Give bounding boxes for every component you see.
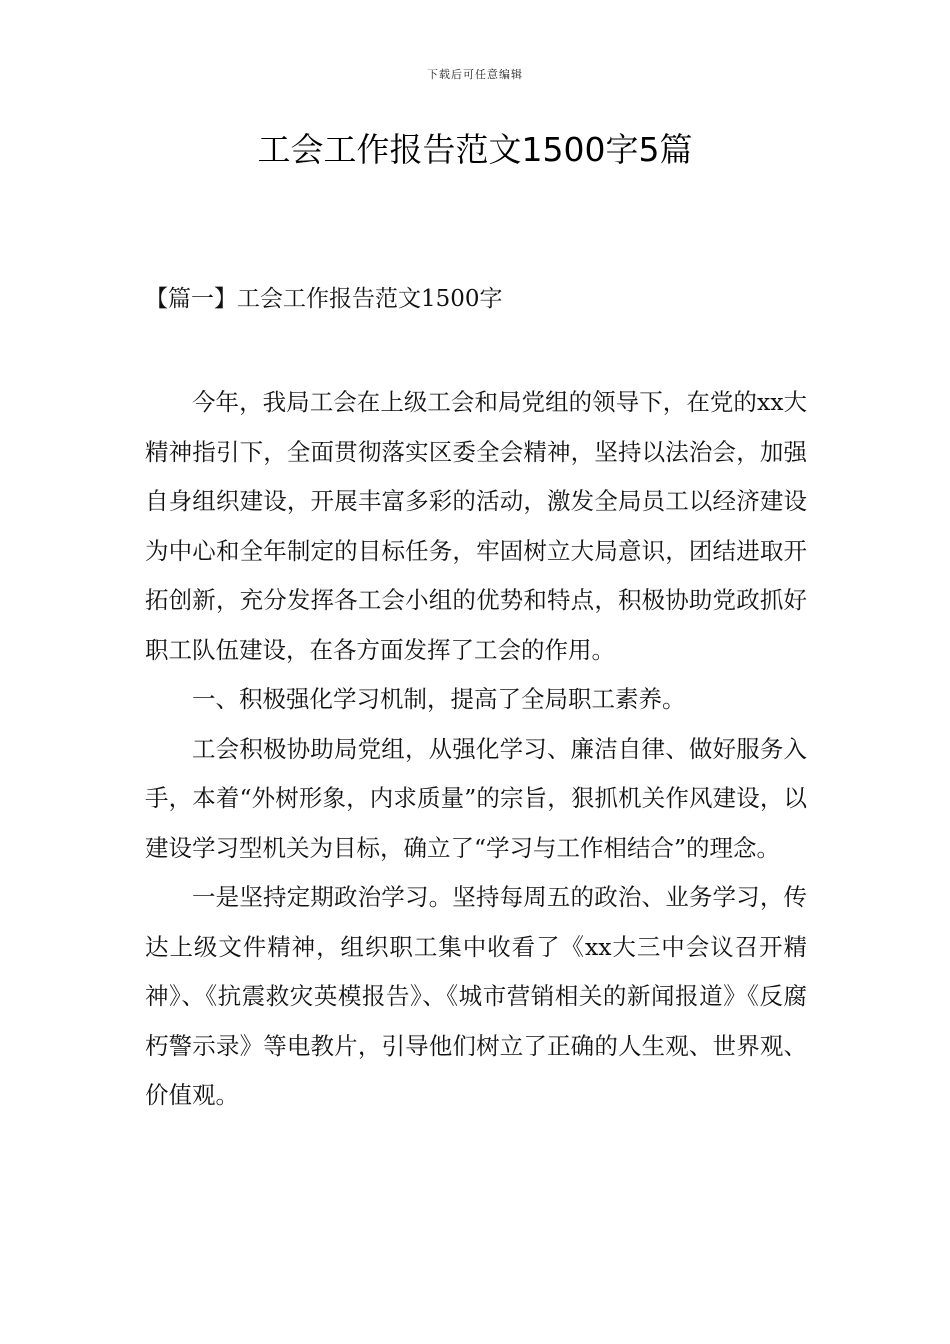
paragraph-political-study: 一是坚持定期政治学习。坚持每周五的政治、业务学习，传达上级文件精神，组织职工集中收看了《xx大三中会议召开精神》、《抗震救灾英模报告》、《城市营销相关的新闻报道》《反腐朽警示录》等电教片，引导他们树立了正确的人生观、世界观、价值观。 [145, 883, 807, 1109]
section-heading: 【篇一】工会工作报告范文1500字 [145, 286, 503, 312]
paragraph-point-one: 一、积极强化学习机制，提高了全局职工素养。 [192, 685, 686, 713]
document-body [145, 378, 807, 1121]
paragraph-intro: 今年，我局工会在上级工会和局党组的领导下，在党的xx大精神指引下，全面贯彻落实区委全会精神，坚持以法治会，加强自身组织建设，开展丰富多彩的活动，激发全局员工以经济建设为中心和全年制定的目标任务，牢固树立大局意识，团结进取开拓创新，充分发挥各工会小组的优势和特点，积极协助党政抓好职工队伍建设，在各方面发挥了工会的作用。 [145, 388, 807, 664]
document-title: 工会工作报告范文1500字5篇 [257, 130, 693, 169]
paragraph-union-study: 工会积极协助局党组，从强化学习、廉洁自律、做好服务入手，本着“外树形象，内求质量”的宗旨，狠抓机关作风建设，以建设学习型机关为目标，确立了“学习与工作相结合”的理念。 [145, 734, 807, 862]
header-note: 下载后可任意编辑 [427, 68, 523, 81]
